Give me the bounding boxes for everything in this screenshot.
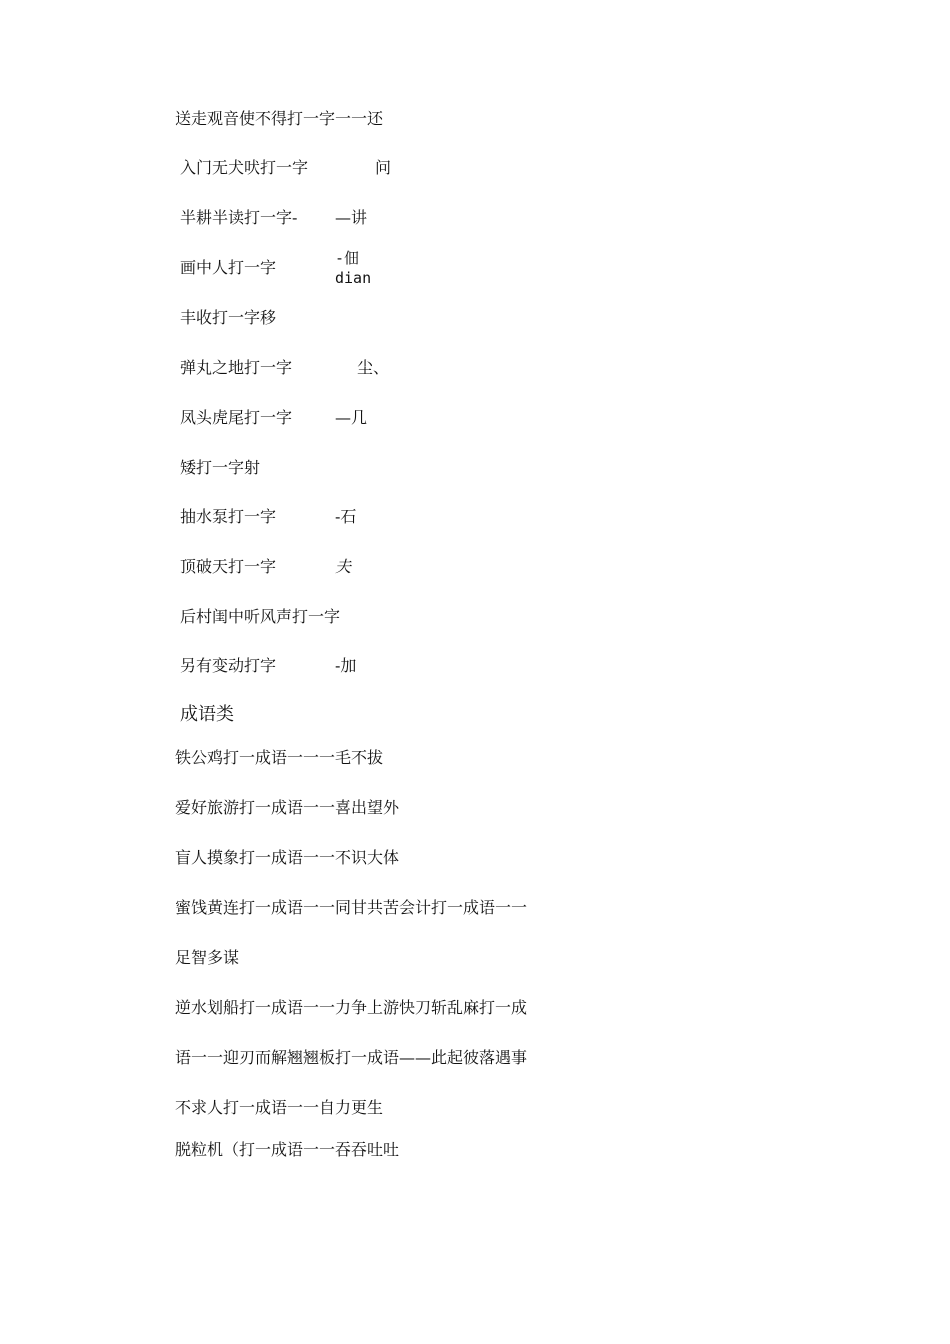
riddle-question: 另有变动打字 bbox=[180, 656, 277, 675]
riddle-question: 凤头虎尾打一字 bbox=[180, 408, 293, 427]
riddle-question: 丰收打一字移 bbox=[180, 308, 277, 327]
riddle-answer: —讲 bbox=[335, 208, 368, 227]
riddle-answer: -石 bbox=[335, 507, 357, 526]
idiom-line: 盲人摸象打一成语一一不识大体 bbox=[175, 848, 400, 867]
idiom-line: 蜜饯黄连打一成语一一同甘共苦会计打一成语一一 bbox=[175, 898, 528, 917]
riddle-question: 入门无犬吠打一字 bbox=[180, 158, 309, 177]
idiom-line: 不求人打一成语一一自力更生 bbox=[175, 1098, 384, 1117]
riddle-answer: 尘、 bbox=[357, 358, 390, 377]
riddle-question: 弹丸之地打一字 bbox=[180, 358, 293, 377]
riddle-answer: -佃 bbox=[335, 249, 360, 267]
idiom-line: 铁公鸡打一成语一一一毛不拔 bbox=[175, 748, 384, 767]
idiom-line: 足智多谋 bbox=[175, 948, 240, 967]
riddle-question: 抽水泵打一字 bbox=[180, 507, 277, 526]
riddle-question: 后村闺中听风声打一字 bbox=[180, 607, 341, 626]
riddle-answer: -加 bbox=[335, 656, 357, 675]
riddle-answer-pinyin: dian bbox=[335, 269, 372, 287]
idiom-line: 语一一迎刃而解翘翘板打一成语——此起彼落遇事 bbox=[175, 1048, 528, 1067]
riddle-question: 半耕半读打一字- bbox=[180, 208, 298, 227]
idiom-line: 脱粒机（打一成语一一吞吞吐吐 bbox=[175, 1140, 400, 1159]
idiom-line: 爱好旅游打一成语一一喜出望外 bbox=[175, 798, 400, 817]
riddle-question: 矮打一字射 bbox=[180, 458, 261, 477]
riddle-answer: 夫 bbox=[335, 557, 352, 576]
riddle-answer: 问 bbox=[375, 158, 392, 177]
riddle-question: 画中人打一字 bbox=[180, 258, 277, 277]
riddle-question: 顶破天打一字 bbox=[180, 557, 277, 576]
section-heading: 成语类 bbox=[180, 704, 234, 725]
riddle-answer: —几 bbox=[335, 408, 368, 427]
idiom-line: 逆水划船打一成语一一力争上游快刀斩乱麻打一成 bbox=[175, 998, 528, 1017]
intro-line: 送走观音使不得打一字一一还 bbox=[175, 109, 384, 128]
